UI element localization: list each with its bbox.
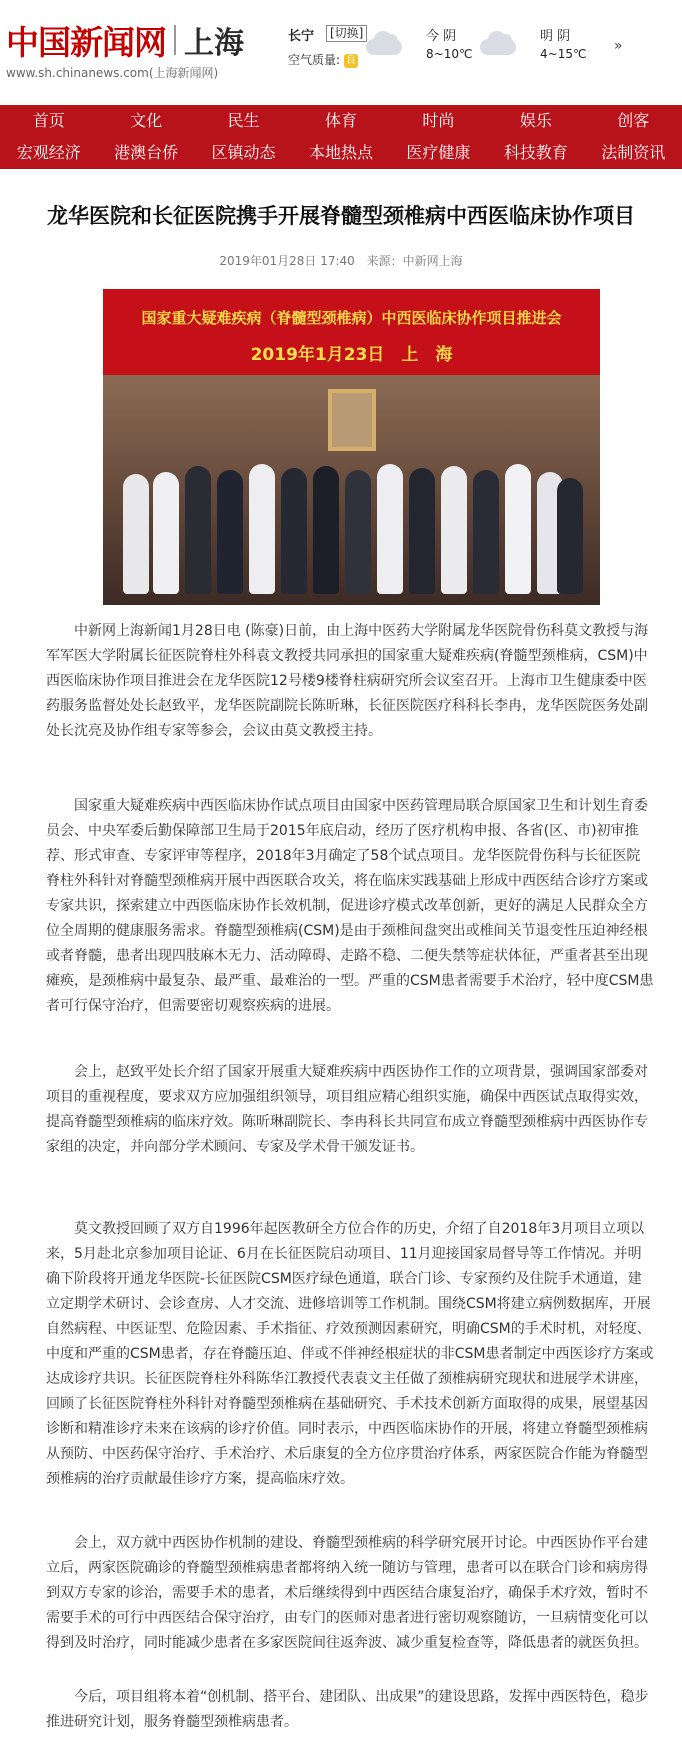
nav-item-fashion[interactable]: 时尚 bbox=[422, 111, 455, 130]
photo-group bbox=[123, 464, 583, 594]
nav-row-secondary bbox=[0, 137, 682, 169]
weather-today-temp: 8~10℃ bbox=[426, 47, 473, 61]
article-paragraph: 今后，项目组将本着“创机制、搭平台、建团队、出成果”的建设思路，发挥中西医特色，稳步推进研究计划，服务脊髓型颈椎病患者。 bbox=[46, 1689, 649, 1730]
weather-city: 长宁 bbox=[288, 29, 315, 44]
photo-banner bbox=[103, 289, 600, 375]
weather-more-button[interactable]: » bbox=[614, 38, 623, 54]
article-paragraph: 国家重大疑难疾病中西医临床协作试点项目由国家中医药管理局联合原国家卫生和计划生育委员会、中央军委后勤保障部卫生局于2015年底启动，经历了医疗机构申报、各省(区、市)初审推荐、形式审查、专家评审等程序，2018年3月确定了58个试点项目。龙华医院骨伤科与长征医院脊柱外科针对脊髓型颈椎病开展中西医联合攻关，将在临床实践基础上形成中西医结合诊疗方案或专家共识，探索建立中西医临床协作长效机制，促进诊疗模式改革创新，更好的满足人民群众全方位全周期的健康服务需求。脊髓型颈椎病(CSM)是由于颈椎间盘突出或椎间关节退变性压迫神经根或者脊髓，患者出现四肢麻木无力、活动障碍、走路不稳、二便失禁等症状体征，严重者甚至出现瘫痪，是颈椎病中最复杂、最严重、最难治的一型。严重的CSM患者需要手术治疗，轻中度CSM患者可行保守治疗，但需要密切观察疾病的进展。 bbox=[46, 798, 654, 1014]
cloudy-icon bbox=[360, 29, 408, 59]
nav-item-district-news[interactable]: 区镇动态 bbox=[211, 143, 276, 162]
site-logo[interactable] bbox=[6, 18, 244, 62]
city-switch-button[interactable]: [切换] bbox=[326, 25, 367, 42]
brand-name: 中国新闻网 bbox=[6, 22, 166, 62]
nav-item-maker[interactable]: 创客 bbox=[617, 111, 650, 130]
article-date: 2019年01月28日 17:40 bbox=[219, 254, 355, 268]
site-url-note: (上海新闻网) bbox=[148, 66, 219, 80]
main-nav bbox=[0, 105, 682, 169]
article-meta bbox=[0, 252, 682, 269]
site-header bbox=[0, 0, 682, 95]
article-paragraph: 会上，赵致平处长介绍了国家开展重大疑难疾病中西医协作工作的立项背景，强调国家部委对项目的重视程度，要求双方应加强组织领导，项目组应精心组织实施，确保中西医试点取得实效，提高脊髓型颈椎病的临床疗效。陈昕琳副院长、李冉科长共同宣布成立脊髓型颈椎病中西医协作专家组的决定，并向部分学术顾问、专家及学术骨干颁发证书。 bbox=[46, 1064, 648, 1155]
nav-item-home[interactable]: 首页 bbox=[32, 111, 65, 130]
article-paragraph: 会上，双方就中西医协作机制的建设、脊髓型颈椎病的科学研究展开讨论。中西医协作平台建立后，两家医院确诊的脊髓型颈椎病患者都将纳入统一随访与管理，患者可以在联合门诊和病房得到双方专家的诊治，需要手术的患者，术后继续得到中西医结合康复治疗，确保手术疗效，暂时不需要手术的可行中西医结合保守治疗，由专门的医师对患者进行密切观察随访，一旦病情变化可以得到及时治疗，同时能减少患者在多家医院间往返奔波、减少重复检查等，降低患者的就医负担。 bbox=[46, 1535, 648, 1651]
article-paragraph: 中新网上海新闻1月28日电 (陈豪)日前，由上海中医药大学附属龙华医院骨伤科莫文教授与海军军医大学附属长征医院脊柱外科袁文教授共同承担的国家重大疑难疾病(脊髓型颈椎病，CSM)中西医临床协作项目推进会在龙华医院12号楼9楼脊柱病研究所会议室召开。上海市卫生健康委中医药服务监督处处长赵致平，龙华医院副院长陈昕琳，长征医院医疗科科长李冉，龙华医院医务处副处长沈亮及协作组专家等参会，会议由莫文教授主持。 bbox=[46, 623, 649, 739]
weather-tomorrow-label: 明 阴 bbox=[540, 29, 571, 44]
air-quality bbox=[288, 51, 358, 68]
nav-item-tech-edu[interactable]: 科技教育 bbox=[503, 143, 568, 162]
site-url-text: www.sh.chinanews.com bbox=[6, 66, 149, 80]
nav-item-sports[interactable]: 体育 bbox=[324, 111, 357, 130]
air-quality-label: 空气质量: bbox=[288, 53, 341, 67]
air-quality-badge: 良 bbox=[345, 54, 356, 66]
photo-banner-line1: 国家重大疑难疾病（脊髓型颈椎病）中西医临床协作项目推进会 bbox=[141, 309, 562, 327]
nav-item-hk-macau-taiwan[interactable]: 港澳台侨 bbox=[114, 143, 179, 162]
nav-item-entertainment[interactable]: 娱乐 bbox=[519, 111, 552, 130]
nav-item-livelihood[interactable]: 民生 bbox=[227, 111, 260, 130]
nav-item-legal[interactable]: 法制资讯 bbox=[601, 143, 666, 162]
photo-banner-line2: 2019年1月23日 上 海 bbox=[250, 345, 453, 365]
nav-item-culture[interactable]: 文化 bbox=[130, 111, 163, 130]
photo-wall-portrait bbox=[328, 389, 376, 451]
weather-today-label: 今 阴 bbox=[426, 29, 457, 44]
cloudy-icon bbox=[474, 29, 522, 59]
nav-item-health[interactable]: 医疗健康 bbox=[406, 143, 471, 162]
channel-name: 上海 bbox=[184, 26, 244, 61]
weather-tomorrow-temp: 4~15℃ bbox=[540, 47, 587, 61]
nav-item-economy[interactable]: 宏观经济 bbox=[16, 143, 81, 162]
nav-row-primary bbox=[0, 105, 682, 137]
article-source: 来源：中新网上海 bbox=[366, 254, 463, 268]
logo-divider bbox=[174, 25, 176, 55]
article-paragraph: 莫文教授回顾了双方自1996年起医教研全方位合作的历史，介绍了自2018年3月项目立项以来，5月赴北京参加项目论证、6月在长征医院启动项目、11月迎接国家局督导等工作情况。并明确下阶段将开通龙华医院-长征医院CSM医疗绿色通道，联合门诊、专家预约及住院手术通道，建立定期学术研讨、会诊查房、人才交流、进修培训等工作机制。围绕CSM将建立病例数据库，开展自然病程、中医证型、危险因素、手术指征、疗效预测因素研究，明确CSM的手术时机，对轻度、中度和严重的CSM患者，存在脊髓压迫、伴或不伴神经根症状的非CSM患者制定中西医诊疗方案或达成诊疗共识。长征医院脊柱外科陈华江教授代表袁文主任做了颈椎病研究现状和进展学术讲座，回顾了长征医院脊柱外科针对脊髓型颈椎病在基础研究、手术技术创新方面取得的成果，展望基因诊断和精准诊疗未来在该病的诊疗价值。同时表示，中西医临床协作的开展，将建立脊髓型颈椎病从预防、中医药保守治疗、手术治疗、术后康复的全方位序贯治疗体系，两家医院合作能为脊髓型颈椎病的治疗贡献最佳诊疗方案，提高临床疗效。 bbox=[46, 1221, 654, 1487]
article-photo bbox=[103, 289, 600, 605]
nav-item-local-hot[interactable]: 本地热点 bbox=[308, 143, 373, 162]
article-title: 龙华医院和长征医院携手开展脊髓型颈椎病中西医临床协作项目 bbox=[47, 204, 635, 228]
site-url bbox=[6, 64, 218, 81]
